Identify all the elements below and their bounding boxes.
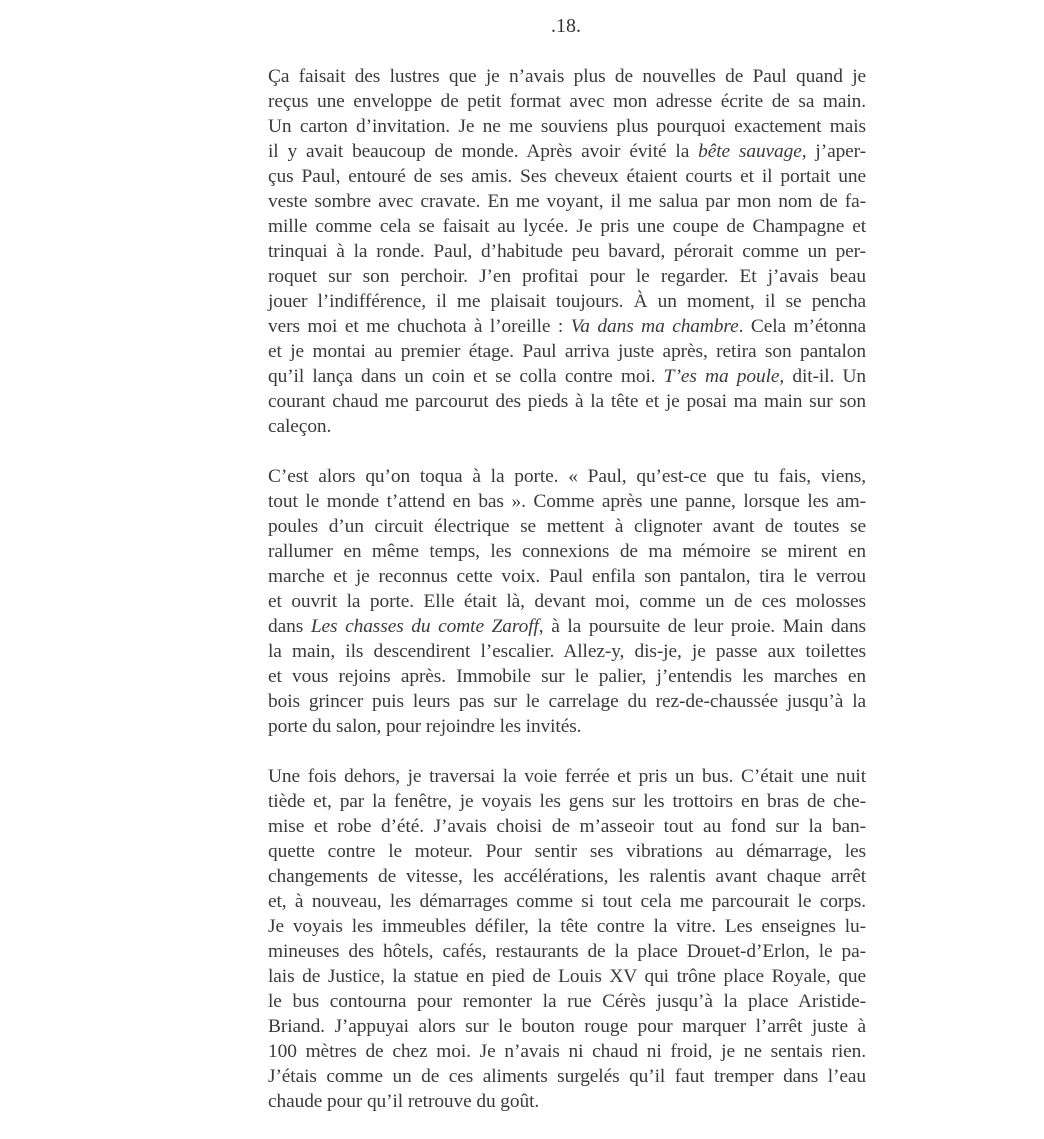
text-line: trinquai à la ronde. Paul, d’habitude peu bavard, pérorait comme un per- [268, 241, 866, 262]
text-line: Un carton d’invitation. Je ne me souviens plus pourquoi exactement mais [268, 116, 866, 137]
page-number: .18. [551, 15, 581, 37]
text-line: çus Paul, entouré de ses amis. Ses cheveux étaient courts et il portait une [268, 166, 866, 187]
paragraph-1 [268, 64, 866, 439]
italic-title-text: T’es ma poule [663, 366, 780, 387]
italic-title-text: Va dans ma chambre [570, 316, 739, 337]
text-line: tiède et, par la fenêtre, je voyais les gens sur les trottoirs en bras de che- [268, 791, 866, 812]
text-line: bois grincer puis leurs pas sur le carrelage du rez-de-chaussée jusqu’à la [268, 691, 866, 712]
italic-title-text: bête sauvage [698, 141, 802, 162]
text-line: la main, ils descendirent l’escalier. Allez-y, dis-je, je passe aux toilettes [268, 641, 866, 662]
text-line: courant chaud me parcourut des pieds à la tête et je posai ma main sur son [268, 391, 866, 412]
text-line: chaude pour qu’il retrouve du goût. [268, 1091, 540, 1112]
paragraph-3 [268, 764, 866, 1114]
text-line: vers moi et me chuchota à l’oreille : Va dans ma chambre. Cela m’étonna [268, 316, 866, 337]
text-line: le bus contourna pour remonter la rue Cérès jusqu’à la place Aristide- [268, 991, 866, 1012]
text-line: porte du salon, pour rejoindre les invités. [268, 716, 582, 737]
italic-title-text: Les chasses du comte Zaroff [310, 616, 539, 637]
text-line: dans Les chasses du comte Zaroff, à la poursuite de leur proie. Main dans [268, 616, 866, 637]
text-line: jouer l’indifférence, il me plaisait toujours. À un moment, il se pencha [268, 291, 866, 312]
text-line: 100 mètres de chez moi. Je n’avais ni chaud ni froid, je ne sentais rien. [268, 1041, 866, 1062]
text-line: Briand. J’appuyai alors sur le bouton rouge pour marquer l’arrêt juste à [268, 1016, 866, 1037]
text-line: quette contre le moteur. Pour sentir ses vibrations au démarrage, les [268, 841, 866, 862]
text-line: J’étais comme un de ces aliments surgelés qu’il faut tremper dans l’eau [268, 1066, 866, 1087]
text-line: qu’il lança dans un coin et se colla contre moi. T’es ma poule, dit-il. Un [268, 366, 866, 387]
text-line: rallumer en même temps, les connexions de ma mémoire se mirent en [268, 541, 866, 562]
text-line: marche et je reconnus cette voix. Paul enfila son pantalon, tira le verrou [268, 566, 866, 587]
text-line: Ça faisait des lustres que je n’avais plus de nouvelles de Paul quand je [268, 66, 866, 87]
text-line: reçus une enveloppe de petit format avec mon adresse écrite de sa main. [268, 91, 866, 112]
text-line: veste sombre avec cravate. En me voyant, il me salua par mon nom de fa- [268, 191, 866, 212]
text-line: changements de vitesse, les accélérations, les ralentis avant chaque arrêt [268, 866, 866, 887]
text-line: C’est alors qu’on toqua à la porte. « Paul, qu’est-ce que tu fais, viens, [268, 466, 866, 487]
page-body [268, 64, 866, 1139]
text-line: poules d’un circuit électrique se mettent à clignoter avant de toutes se [268, 516, 866, 537]
paragraph-2 [268, 464, 866, 739]
text-line: lais de Justice, la statue en pied de Louis XV qui trône place Royale, que [268, 966, 866, 987]
text-line: et je montai au premier étage. Paul arriva juste après, retira son pantalon [268, 341, 866, 362]
text-line: et ouvrit la porte. Elle était là, devant moi, comme un de ces molosses [268, 591, 866, 612]
text-line: mineuses des hôtels, cafés, restaurants de la place Drouet-d’Erlon, le pa- [268, 941, 866, 962]
text-line: roquet sur son perchoir. J’en profitai pour le regarder. Et j’avais beau [268, 266, 866, 287]
text-line: Je voyais les immeubles défiler, la tête contre la vitre. Les enseignes lu- [268, 916, 866, 937]
text-line: et, à nouveau, les démarrages comme si tout cela me parcourait le corps. [268, 891, 866, 912]
text-line: Une fois dehors, je traversai la voie ferrée et pris un bus. C’était une nuit [268, 766, 866, 787]
text-line: mille comme cela se faisait au lycée. Je pris une coupe de Champagne et [268, 216, 866, 237]
text-line: il y avait beaucoup de monde. Après avoir évité la bête sauvage, j’aper- [268, 141, 867, 162]
text-line: tout le monde t’attend en bas ». Comme après une panne, lorsque les am- [268, 491, 866, 512]
text-line: mise et robe d’été. J’avais choisi de m’asseoir tout au fond sur la ban- [268, 816, 866, 837]
text-line: et vous rejoins après. Immobile sur le palier, j’entendis les marches en [268, 666, 866, 687]
text-line: caleçon. [268, 416, 332, 437]
